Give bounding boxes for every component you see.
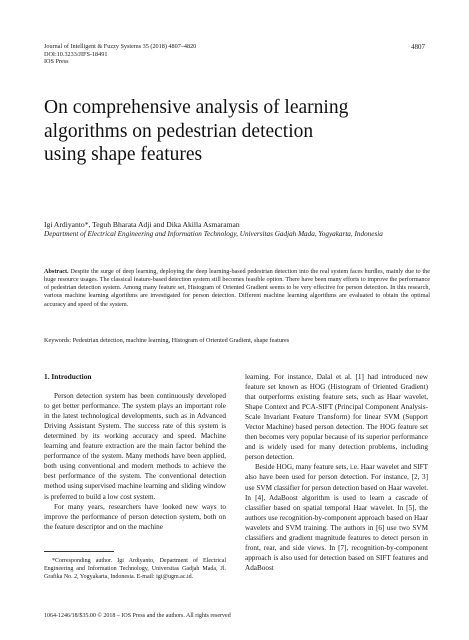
footnote-divider — [44, 551, 114, 552]
author-block — [44, 220, 434, 239]
paragraph: learning. For instance, Dalal et al. [1] had introduced new feature set known as HOG (Histogram of Oriented Gradient) that outperforms existing feature sets, such as Haar wavelet, Shape Context and PCA-SIFT (Principal Component Analysis-Scale Invariant Feature Transform) for linear SVM (Support Vector Machine) based person detection. The HOG feature set then becomes very popular because of its superior performance and is widely used for many detection problems, including person detection. — [245, 373, 428, 462]
footnote — [44, 557, 226, 581]
right-column — [245, 372, 428, 573]
paragraph: Beside HOG, many feature sets, i.e. Haar wavelet and SIFT also have been used for person detection. For instance, [2, 3] use SVM classifier for person detection based on Haar wavelet. In [4], AdaBoost algorithm is used to learn a cascade of classifier based on spatial temporal Haar wavelet. In [5], the authors use recognition-by-component approach based on Haar wavelets and SVM training. The authors in [6] use two SVM classifiers and gradient magnitude features to detect person in front, rear, and side views. In [7], recognition-by-component approach is also used for detection based on SIFT features and AdaBoost — [245, 463, 428, 572]
affiliation: Department of Electrical Engineering and Information Technology, Universitas Gadjah Mada, Yogyakarta, Indonesia — [44, 230, 383, 238]
paragraph: Person detection system has been continuously developed to get better performance. The system plays an important role in the latest technological developments, such as in Advanced Driving Assistant System. The success rate of this system is determined by its working accuracy and speed. Machine learning and feature extraction are the main factor behind the performance of the system. Many methods have been applied, both using conventional and modern methods to achieve the best performance of the system. The conventional detection method using supervised machine learning and sliding window is preferred to build a low cost system. — [44, 392, 226, 501]
abstract — [44, 268, 430, 309]
page-number: 4807 — [411, 43, 425, 51]
copyright-footer: 1064-1246/18/$35.00 © 2018 – IOS Press and the authors. All rights reserved — [44, 613, 231, 619]
paragraph: For many years, researchers have looked new ways to improve the performance of person detection system, both on the feature descriptor and on the machine — [44, 502, 226, 531]
doi-line: DOI:10.3233/JIFS-18491 — [44, 50, 108, 58]
abstract-label: Abstract. — [44, 268, 69, 275]
footnote-text: *Corresponding author. Igi Ardiyanto, Department of Electrical Engineering and Information Technology, Universitas Gadjah Mada, Jl. Grafika No. 2, Yogyakarta, Indonesia. E-mail: igi@ugm.ac.id. — [44, 558, 226, 581]
title-line: using shape features — [44, 144, 203, 165]
title-line: On comprehensive analysis of learning — [44, 97, 349, 118]
left-column — [44, 372, 226, 532]
author-names: Igi Ardiyanto*, Teguh Bharata Adji and Dika Akilla Asmaraman — [44, 220, 240, 229]
journal-header — [44, 43, 196, 66]
abstract-text: Despite the surge of deep learning, deploying the deep learning-based pedestrian detection into the real system faces hurdles, mainly due to the huge resource usages. The classical feature-based detection system still becomes feasible option. There have been many efforts to improve the performance of pedestrian detection system. Among many feature set, Histogram of Oriented Gradient seems to be very effective for person detection. In this research, various machine learning algorithms are investigated for person detection. Different machine learning algorithms are evaluated to obtain the optimal accuracy and speed of the system. — [44, 268, 431, 308]
keywords: Keywords: Pedestrian detection, machine learning, Histogram of Oriented Gradient, shape features — [44, 337, 290, 344]
paper-title — [44, 96, 434, 167]
journal-citation: Journal of Intelligent & Fuzzy Systems 35 (2018) 4807–4820 — [44, 43, 197, 50]
publisher-line: IOS Press — [44, 58, 69, 66]
section-heading: 1. Introduction — [44, 372, 92, 381]
title-line: algorithms on pedestrian detection — [44, 120, 314, 142]
